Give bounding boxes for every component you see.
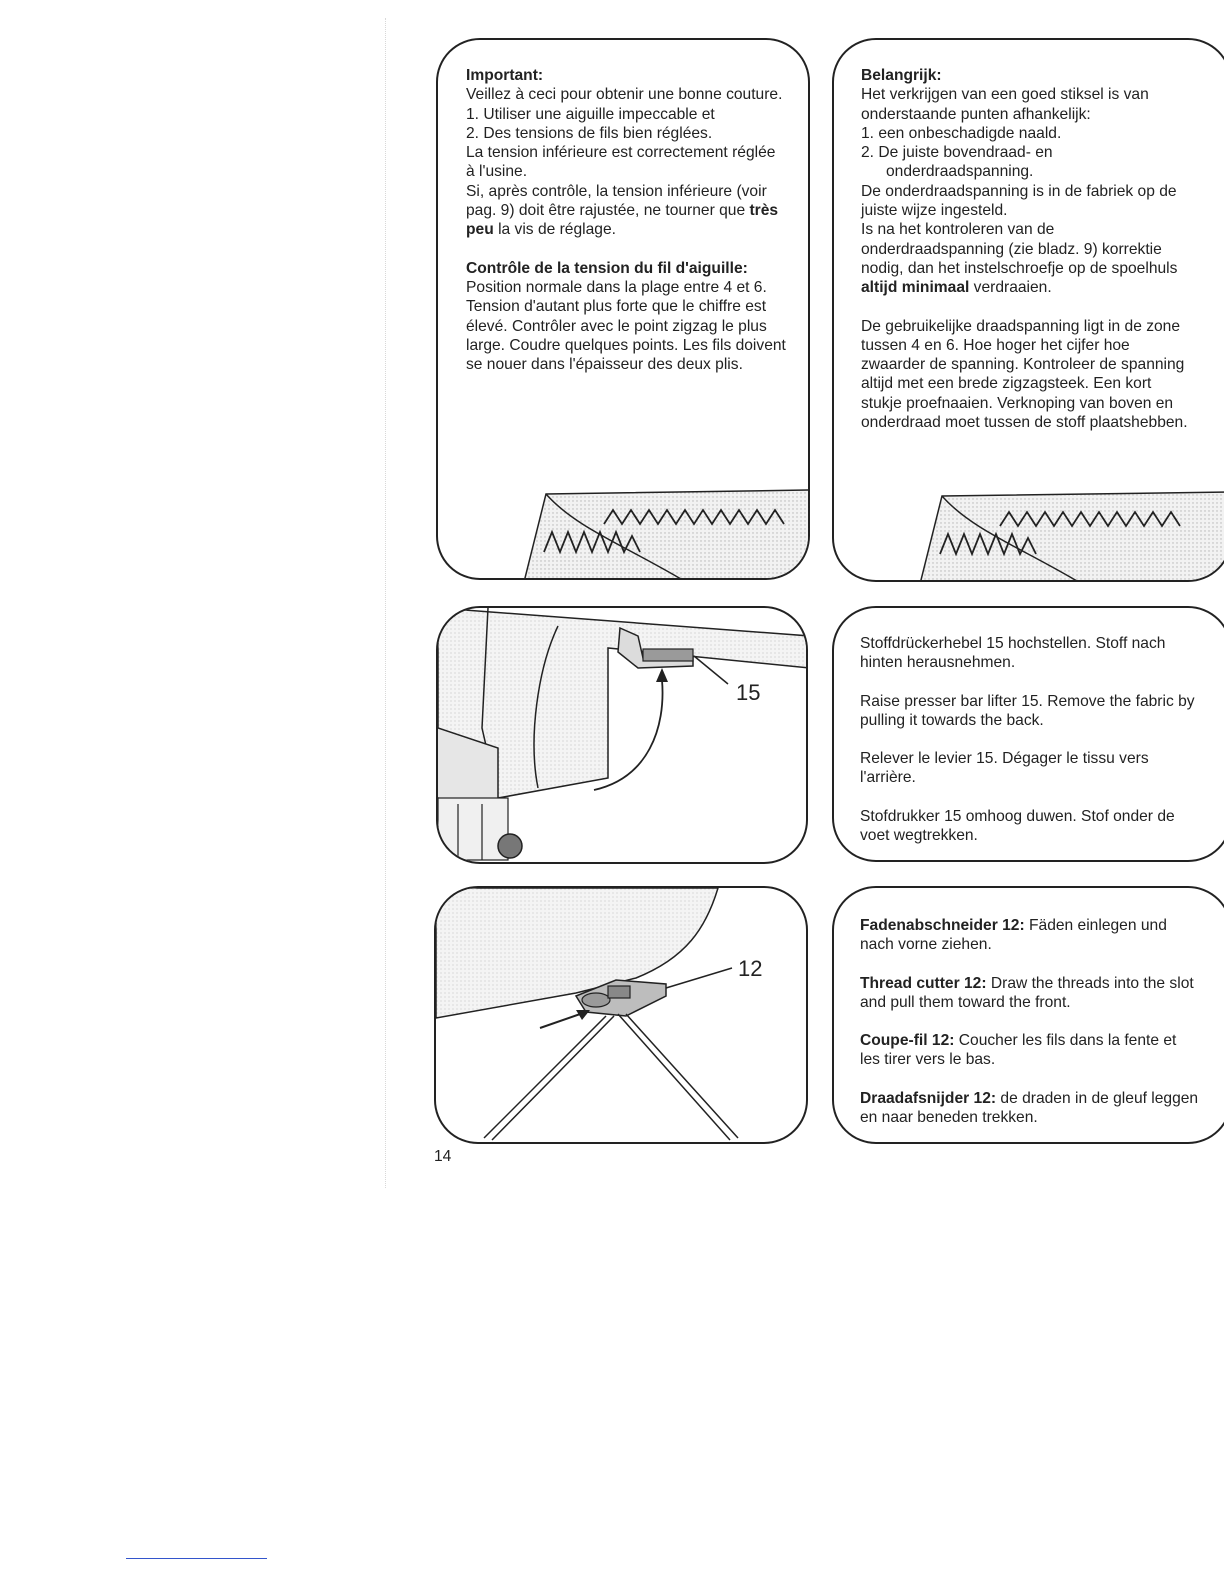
french-adjust-note: Si, après contrôle, la tension inférieure (voir pag. 9) doit être rajustée, ne tourner que très peu la vis de réglage. [466, 182, 779, 239]
dutch-adjust-note: Is na het kontroleren van de onderdraadspanning (zie bladz. 9) korrektie nodig, dan het instelschroefje op de spoelhuls altijd minimaal verdraaien. [861, 221, 1178, 297]
dutch-factory-note: De onderdraadspanning is in de fabriek op de juiste wijze ingesteld. [861, 182, 1177, 220]
thread-cutter-nl: Draadafsnijder 12: de draden in de gleuf leggen en naar beneden trekken. [860, 1089, 1199, 1127]
dutch-item-2-cont: onderdraadspanning. [886, 163, 1034, 181]
thread-cutter-en: Thread cutter 12: Draw the threads into the slot and pull them toward the front. [860, 974, 1194, 1011]
presser-lifter-en: Raise presser bar lifter 15. Remove the fabric by pulling it towards the back. [860, 692, 1195, 729]
french-needle-tension: Position normale dans la plage entre 4 et 6. Tension d'autant plus forte que le chiffre est élevé. Contrôler avec le point zigzag le plus large. Coudre quelques points. Les fils doivent se nouer dans l'épaisseur des deux plis. [466, 278, 786, 374]
dutch-intro: Het verkrijgen van een goed stiksel is van onderstaande punten afhankelijk: [861, 86, 1149, 123]
presser-lifter-illustration [438, 608, 808, 864]
french-item-1: 1. Utiliser une aiguille impeccable et [466, 105, 715, 123]
french-tension-text [466, 66, 786, 374]
zigzag-fabric-illustration-2 [912, 490, 1224, 582]
thread-cutter-illustration-panel [434, 886, 808, 1144]
presser-lifter-text [860, 634, 1200, 845]
french-heading: Important: [466, 67, 544, 84]
french-heading-2: Contrôle de la tension du fil d'aiguille: [466, 259, 748, 277]
scan-edge-line [385, 18, 386, 1188]
thread-cutter-illustration [436, 888, 808, 1144]
thread-cutter-de: Fadenabschneider 12: Fäden einlegen und nach vorne ziehen. [860, 917, 1167, 954]
dutch-needle-tension: De gebruikelijke draadspanning ligt in de zone tussen 4 en 6. Hoe hoger het cijfer hoe zwaarder de spanning. Kontroleer de spanning altijd met een brede zigzagsteek. Een kort stukje proefnaaien. Verknoping van boven en onderdraad moet tussen de stoff plaatshebben. [861, 317, 1188, 432]
thread-cutter-fr: Coupe-fil 12: Coucher les fils dans la fente et les tirer vers le bas. [860, 1032, 1177, 1069]
presser-lifter-fr: Relever le levier 15. Dégager le tissu vers l'arrière. [860, 750, 1149, 787]
presser-lifter-de: Stoffdrückerhebel 15 hochstellen. Stoff nach hinten herausnehmen. [860, 635, 1166, 672]
dutch-item-2: 2. De juiste bovendraad- en [861, 144, 1053, 162]
presser-lifter-text-panel [832, 606, 1224, 862]
callout-12: 12 [738, 956, 763, 981]
callout-15: 15 [736, 680, 761, 705]
french-intro: Veillez à ceci pour obtenir une bonne couture. [466, 86, 783, 104]
french-tension-panel [436, 38, 810, 580]
footer-rule [126, 1558, 267, 1559]
thread-cutter-text [860, 916, 1200, 1127]
zigzag-fabric-illustration [516, 488, 810, 580]
presser-lifter-illustration-panel [436, 606, 808, 864]
french-item-2: 2. Des tensions de fils bien réglées. [466, 124, 713, 142]
dutch-tension-panel [832, 38, 1224, 582]
page-number: 14 [434, 1148, 452, 1165]
presser-lifter-nl: Stofdrukker 15 omhoog duwen. Stof onder de voet wegtrekken. [860, 807, 1175, 845]
dutch-tension-text [861, 66, 1195, 432]
dutch-heading: Belangrijk: [861, 67, 942, 84]
dutch-item-1: 1. een onbeschadigde naald. [861, 124, 1062, 142]
french-factory-note: La tension inférieure est correctement réglée à l'usine. [466, 144, 776, 181]
thread-cutter-text-panel [832, 886, 1224, 1144]
